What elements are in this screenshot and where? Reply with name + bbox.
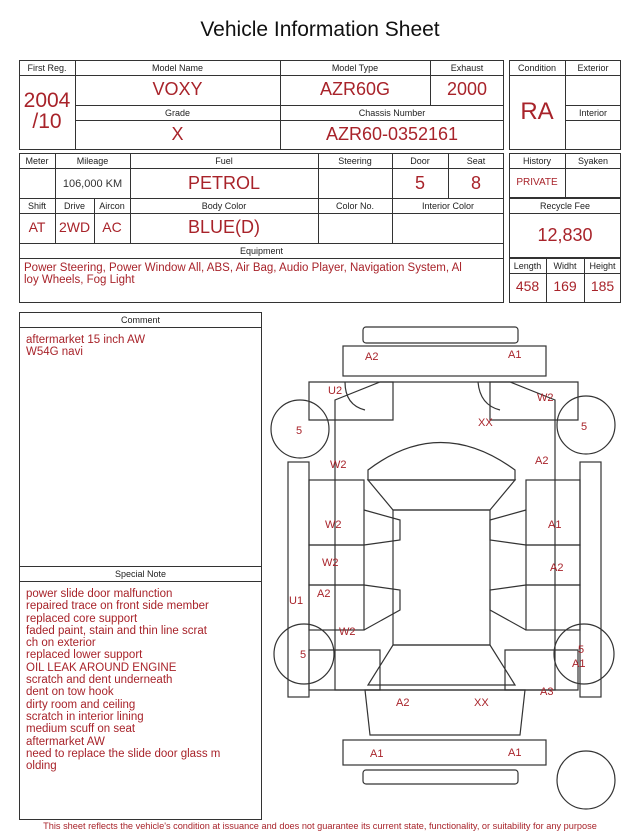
mark-wheel-front-right: 5 (581, 421, 588, 433)
model-name-label: Model Name (151, 63, 204, 73)
special-note-line: medium scuff on seat (26, 723, 136, 736)
special-note-line: replaced lower support (26, 649, 143, 662)
special-note-line: dent on tow hook (26, 686, 114, 699)
steering-label: Steering (338, 156, 372, 166)
meter-label: Meter (25, 156, 49, 166)
special-note-line: ch on exterior (26, 637, 96, 650)
grade-label: Grade (164, 108, 190, 118)
front-corner-right-arc (478, 382, 500, 410)
front-corner-right-panel (490, 382, 578, 420)
shift-value: AT (28, 219, 46, 235)
comment-label: Comment (120, 315, 160, 325)
mark-rear-bumper-right: A1 (508, 747, 522, 759)
special-note-line: replaced core support (26, 612, 138, 625)
color-no-label: Color No. (335, 201, 374, 211)
grade-value: X (171, 124, 184, 144)
mark-front-door-right: A1 (548, 519, 562, 531)
mark-front-bumper-left: A2 (365, 351, 379, 363)
model-name-value: VOXY (152, 79, 203, 99)
recycle-fee-value: 12,830 (537, 225, 593, 245)
chassis-number-label: Chassis Number (358, 108, 426, 118)
mark-front-bumper-right: A1 (508, 349, 522, 361)
disclaimer-footer: This sheet reflects the vehicle's condition at issuance and does not guarantee its current state, functionality, or suitability for any purpose (43, 821, 597, 831)
exhaust-label: Exhaust (450, 63, 484, 73)
mark-rear-fender-right: A1 (572, 658, 586, 670)
mark-rear-fender-left: W2 (339, 626, 356, 638)
front-door-right (526, 480, 580, 545)
seat-label: Seat (466, 156, 486, 166)
mark-rear-door-left: A2 (317, 588, 331, 600)
right-window-front (490, 510, 526, 545)
drive-label: Drive (63, 201, 85, 211)
rear-bottom-bar (363, 770, 518, 784)
mileage-label: Mileage (76, 156, 109, 166)
mark-front-fender-right: A2 (535, 455, 549, 467)
model-type-value: AZR60G (319, 79, 391, 99)
interior-label: Interior (578, 108, 607, 118)
special-note-line: OIL LEAK AROUND ENGINE (26, 661, 177, 674)
special-note-line: aftermarket AW (26, 735, 105, 748)
hood-panel (368, 443, 515, 481)
comment-line: W54G navi (26, 346, 83, 359)
height-label: Height (589, 261, 616, 271)
equipment-label: Equipment (239, 246, 284, 256)
comment-line: aftermarket 15 inch AW (26, 334, 146, 346)
interior-color-label: Interior Color (421, 201, 475, 211)
roof-panel (393, 510, 490, 645)
body-color-label: Body Color (201, 201, 247, 211)
syaken-label: Syaken (577, 156, 609, 166)
drive-value: 2WD (58, 219, 91, 235)
fuel-label: Fuel (215, 156, 233, 166)
front-door-left (309, 480, 364, 545)
recycle-fee-label: Recycle Fee (539, 201, 591, 211)
mark-rear-door-left-upper: W2 (322, 557, 339, 569)
chassis-number-value: AZR60-0352161 (325, 124, 459, 144)
length-value: 458 (515, 278, 540, 294)
rear-door-right (526, 585, 580, 630)
aircon-value: AC (102, 219, 122, 235)
front-corner-left-arc (345, 382, 365, 410)
seat-value: 8 (470, 173, 481, 193)
right-window-rear (490, 585, 526, 630)
sheet-title: Vehicle Information Sheet (200, 18, 440, 41)
width-label: Widht (553, 261, 577, 271)
front-top-bar (363, 327, 518, 343)
rear-corner-left-panel (309, 650, 380, 690)
mark-left-sill: U1 (289, 595, 304, 607)
rear-corner-right-panel (505, 650, 578, 690)
special-note-line: faded paint, stain and thin line scrat (26, 624, 207, 637)
special-note-line: dirty room and ceiling (26, 698, 136, 711)
equipment-line-1: Power Steering, Power Window All, ABS, Air Bag, Audio Player, Navigation System, Al (24, 262, 462, 274)
length-label: Length (513, 261, 542, 271)
special-note-line: olding (26, 760, 57, 773)
special-note-line: repaired trace on front side member (26, 600, 209, 613)
mark-front-corner-right: W2 (537, 392, 554, 404)
mark-front-door-left: W2 (325, 519, 342, 531)
mark-hood: XX (478, 417, 493, 429)
rear-window (368, 645, 515, 685)
mark-front-fender-left: W2 (330, 459, 347, 471)
height-value: 185 (590, 278, 615, 294)
model-type-label: Model Type (331, 63, 379, 73)
body-outline (335, 382, 555, 690)
equipment-line-2: loy Wheels, Fog Light (24, 274, 135, 286)
mark-wheel-rear-left: 5 (300, 649, 307, 661)
shift-label: Shift (27, 201, 46, 211)
first-reg-year: 2004 (23, 89, 71, 112)
door-value: 5 (414, 173, 425, 193)
first-reg-month: /10 (32, 110, 62, 133)
special-note-line: scratch in interior lining (26, 710, 144, 723)
history-value: PRIVATE (516, 177, 558, 188)
left-window-front (364, 510, 400, 545)
door-label: Door (410, 156, 430, 166)
special-note-line: power slide door malfunction (26, 588, 173, 600)
left-window-rear (364, 585, 400, 630)
spare-wheel (557, 751, 615, 809)
special-note-line: need to replace the slide door glass m (26, 747, 221, 760)
left-sill (288, 462, 309, 697)
mark-tailgate-left: A2 (396, 697, 410, 709)
windshield (368, 480, 515, 510)
mark-rear-bumper-left: A1 (370, 748, 384, 760)
exhaust-value: 2000 (446, 79, 488, 99)
mark-rear-corner-right: A3 (540, 686, 554, 698)
aircon-label: Aircon (99, 201, 125, 211)
history-label: History (522, 156, 551, 166)
first-reg-label: First Reg. (27, 63, 67, 73)
fuel-value: PETROL (187, 173, 261, 193)
special-note-label: Special Note (114, 569, 167, 579)
body-color-value: BLUE(D) (187, 217, 260, 237)
width-value: 169 (553, 278, 577, 294)
tailgate (365, 690, 525, 735)
mark-tailgate-right: XX (474, 697, 489, 709)
exterior-label: Exterior (577, 63, 609, 73)
condition-grade-value: RA (520, 98, 554, 125)
mark-wheel-rear-right: 5 (578, 644, 585, 656)
special-note-line: scratch and dent underneath (26, 674, 173, 687)
mileage-value: 106,000 KM (62, 178, 123, 190)
mark-wheel-front-left: 5 (296, 425, 303, 437)
mark-rear-door-right: A2 (550, 562, 564, 574)
condition-label: Condition (517, 63, 557, 73)
mark-front-corner-left: U2 (328, 385, 343, 397)
